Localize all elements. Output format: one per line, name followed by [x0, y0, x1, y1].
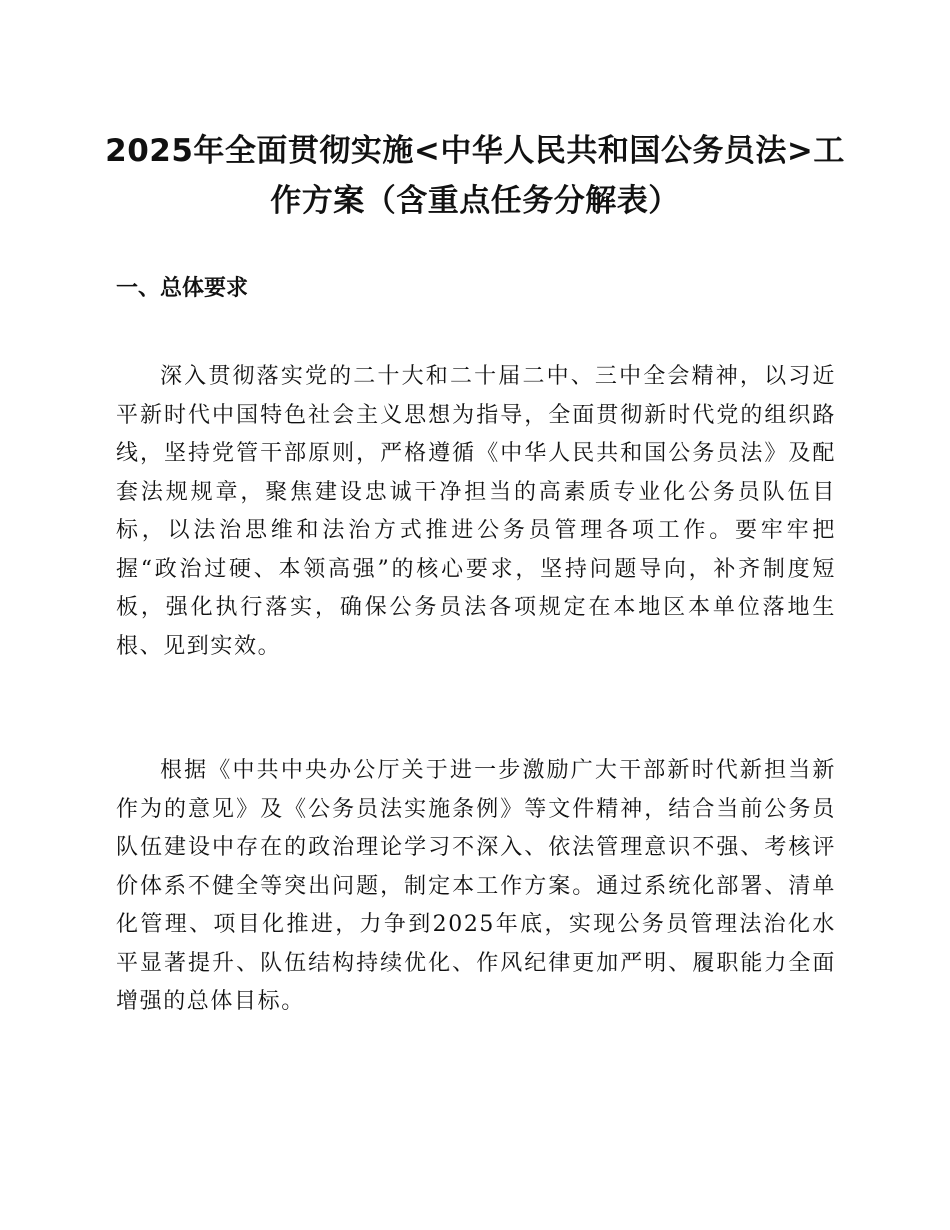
- paragraph-general-requirements: 深入贯彻落实党的二十大和二十届二中、三中全会精神，以习近平新时代中国特色社会主义思想为指导，全面贯彻新时代党的组织路线，坚持党管干部原则，严格遵循《中华人民共和国公务员法》及配套法规规章，聚焦建设忠诚干净担当的高素质专业化公务员队伍目标，以法治思维和法治方式推进公务员管理各项工作。要牢牢把握“政治过硬、本领高强”的核心要求，坚持问题导向，补齐制度短板，强化执行落实，确保公务员法各项规定在本地区本单位落地生根、见到实效。: [116, 364, 836, 659]
- section-heading: 一、总体要求: [116, 276, 249, 301]
- paragraph-basis-and-goals: 根据《中共中央办公厅关于进一步激励广大干部新时代新担当新作为的意见》及《公务员法实施条例》等文件精神，结合当前公务员队伍建设中存在的政治理论学习不深入、依法管理意识不强、考核评价体系不健全等突出问题，制定本工作方案。通过系统化部署、清单化管理、项目化推进，力争到2025年底，实现公务员管理法治化水平显著提升、队伍结构持续优化、作风纪律更加严明、履职能力全面增强的总体目标。: [116, 758, 836, 1014]
- document-title: 2025年全面贯彻实施<中华人民共和国公务员法>工作方案（含重点任务分解表）: [105, 133, 845, 219]
